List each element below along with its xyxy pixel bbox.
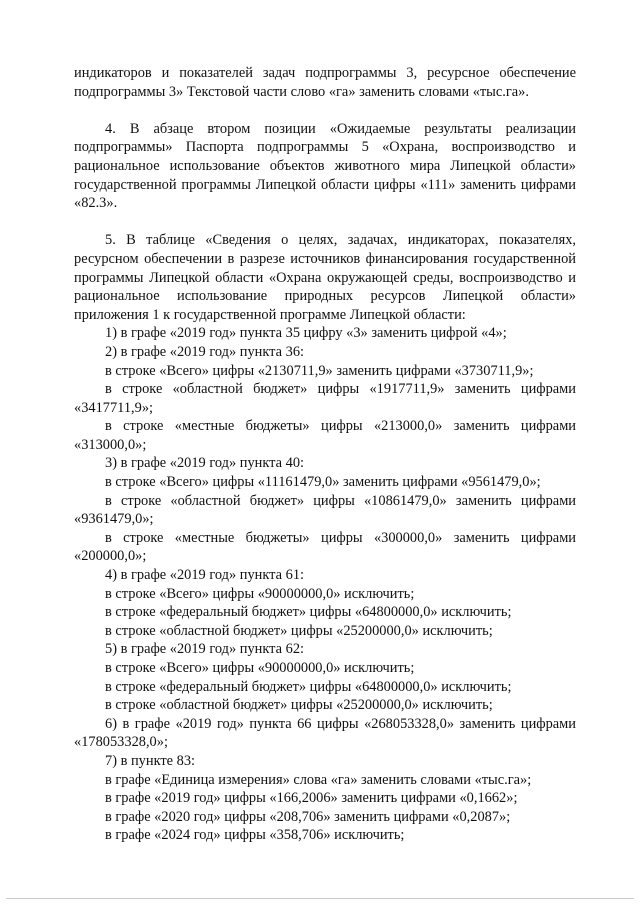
list-item: в строке «областной бюджет» цифры «1917711,9» заменить цифрами «3417711,9»; <box>74 381 576 416</box>
list-item: в графе «2019 год» цифры «166,2006» заменить цифрами «0,1662»; <box>105 790 518 807</box>
list-item: в строке «областной бюджет» цифры «10861479,0» заменить цифрами «9361479,0»; <box>74 492 576 528</box>
document-body <box>74 64 576 845</box>
list-item: в строке «областной бюджет» цифры «25200000,0» исключить; <box>105 622 493 639</box>
bottom-edge-line <box>6 898 634 899</box>
list-item: 3) в графе «2019 год» пункта 40: <box>105 455 305 472</box>
list-item: в строке «местные бюджеты» цифры «213000,0» заменить цифрами «313000,0»; <box>74 418 576 453</box>
list-item: в графе «2020 год» цифры «208,706» заменить цифрами «0,2087»; <box>105 808 511 825</box>
paragraph-item-4: 4. В абзаце втором позиции «Ожидаемые результаты реализации подпрограммы» Паспорта подпрограммы 5 «Охрана, воспроизводство и рациональное использование объектов животного мира Липецкой области» государственной программы Липецкой области цифры «111» заменить цифрами «82.3». <box>74 120 576 212</box>
paragraph-item-5: 5. В таблице «Сведения о целях, задачах, индикаторах, показателях, ресурсном обеспечении в разрезе источников финансирования государственной программы Липецкой области «Охрана окружающей среды, воспроизводство и рациональное использование природных ресурсов Липецкой области» приложения 1 к государственной программе Липецкой области: <box>74 232 576 323</box>
list-item: в графе «Единица измерения» слова «га» заменить словами «тыс.га»; <box>105 771 532 788</box>
paragraph-gap <box>74 101 576 120</box>
list-item: 2) в графе «2019 год» пункта 36: <box>105 343 305 360</box>
list-item: 1) в графе «2019 год» пункта 35 цифру «3» заменить цифрой «4»; <box>105 325 507 342</box>
list-item: в строке «областной бюджет» цифры «25200000,0» исключить; <box>105 697 493 714</box>
paragraph-gap <box>74 213 576 232</box>
list-item: в строке «федеральный бюджет» цифры «64800000,0» исключить; <box>105 678 512 695</box>
list-item: 5) в графе «2019 год» пункта 62: <box>105 641 305 658</box>
list-item: в строке «Всего» цифры «90000000,0» исключить; <box>105 585 415 602</box>
list-item: в строке «Всего» цифры «11161479,0» заменить цифрами «9561479,0»; <box>105 474 541 491</box>
list-item: в строке «местные бюджеты» цифры «300000,0» заменить цифрами «200000,0»; <box>74 529 576 565</box>
list-item: в строке «Всего» цифры «90000000,0» исключить; <box>105 660 415 676</box>
list-item: 4) в графе «2019 год» пункта 61: <box>105 567 305 584</box>
list-item: в строке «федеральный бюджет» цифры «64800000,0» исключить; <box>105 604 512 621</box>
list-item: 7) в пункте 83: <box>105 752 196 769</box>
list-item: в строке «Всего» цифры «2130711,9» заменить цифрами «3730711,9»; <box>105 362 534 379</box>
paragraph-continuation: индикаторов и показателей задач подпрограммы 3, ресурсное обеспечение подпрограммы 3» Текстовой части слово «га» заменить словами «тыс.га». <box>74 65 576 100</box>
list-item: в графе «2024 год» цифры «358,706» исключить; <box>105 827 405 844</box>
list-item: 6) в графе «2019 год» пункта 66 цифры «268053328,0» заменить цифрами «178053328,0»; <box>74 715 576 751</box>
